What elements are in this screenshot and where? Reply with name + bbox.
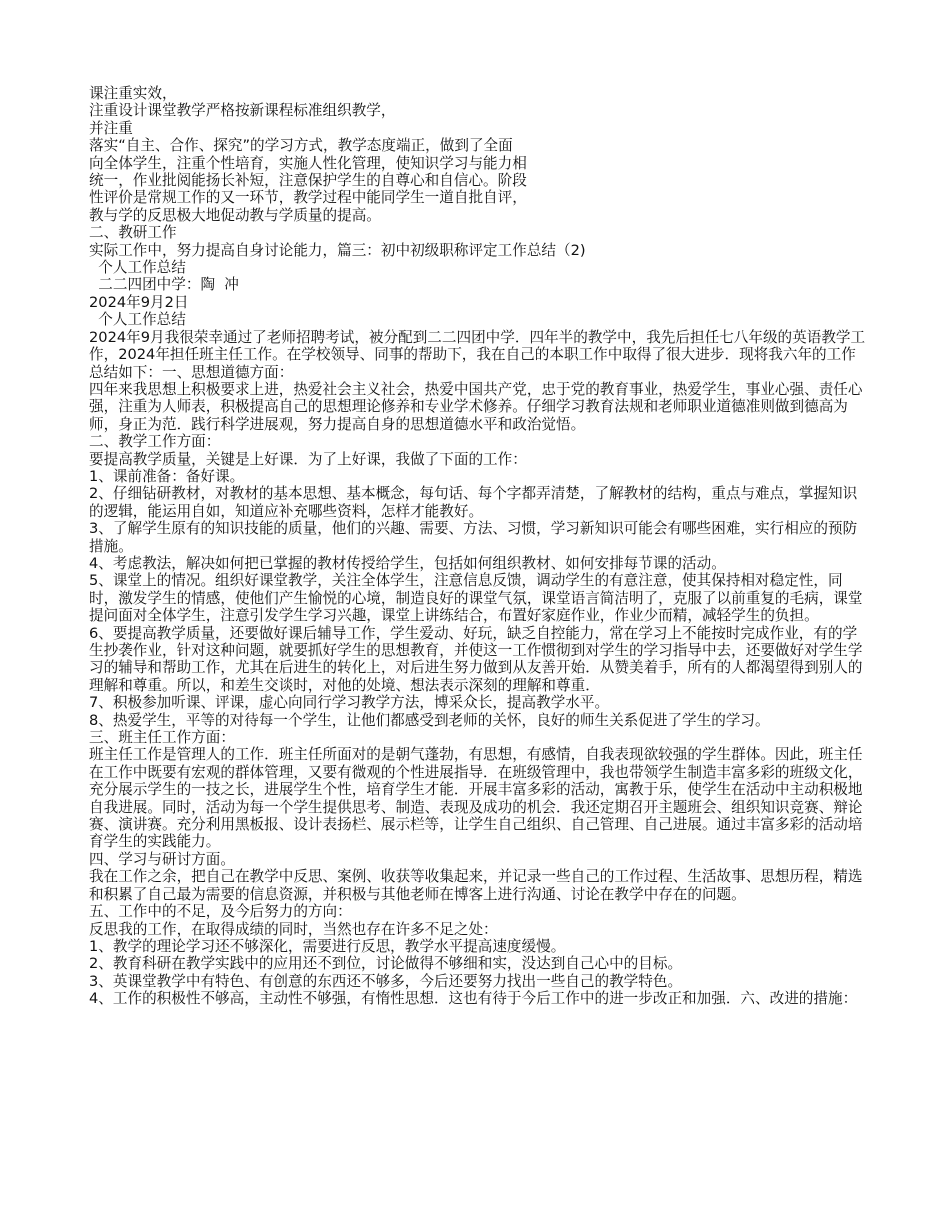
report-title: 个人工作总结	[89, 311, 186, 329]
report-title: 个人工作总结	[89, 259, 186, 277]
text-line: 注重设计课堂教学严格按新课程标准组织教学，	[89, 102, 396, 120]
paragraph: 反思我的工作，在取得成绩的同时，当然也存在许多不足之处：	[89, 920, 498, 938]
list-item: 2、教育科研在教学实践中的应用还不到位，讨论做得不够细和实，没达到自己心中的目标。	[89, 955, 683, 973]
text-line: 统一，作业批阅能扬长补短，注意保护学生的自尊心和自信心。阶段	[89, 172, 527, 190]
list-item: 3、英课堂教学中有特色、有创意的东西还不够多，今后还要努力找出一些自己的教学特色。	[89, 972, 683, 990]
list-item: 6、要提高教学质量，还要做好课后辅导工作，学生爱动、好玩，缺乏自控能力，常在学习上不能按时完成作业，有的学生抄袭作业，针对这种问题，就要抓好学生的思想教育，并使这一工作惯彻到对学生的学习指导中去，还要做好对学生学习的辅导和帮助工作，尤其在后进生的转化上，对后进生努力做到从友善开始．从赞美着手，所有的人都渴望得到别人的理解和尊重。所以，和差生交谈时，对他的处境、想法表示深刻的理解和尊重．	[89, 624, 863, 694]
paragraph: 四年来我思想上积极要求上进，热爱社会主义社会，热爱中国共产党，忠于党的教育事业，热爱学生，事业心强、责任心强，注重为人师表，积极提高自己的思想理论修养和专业学术修养。仔细学习教育法规和老师职业道德准则做到德高为师，身正为范．践行科学进展观，努力提高自身的思想道德水平和政治觉悟。	[89, 380, 863, 433]
text-line: 课注重实效，	[89, 85, 177, 102]
list-item: 2、仔细钻研教材，对教材的基本思想、基本概念，每句话、每个字都弄清楚，了解教材的结构，重点与难点，掌握知识的逻辑，能运用自如，知道应补充哪些资料，怎样才能教好。	[89, 485, 858, 520]
list-item: 3、了解学生原有的知识技能的质量，他们的兴趣、需要、方法、习惯，学习新知识可能会有哪些困难，实行相应的预防措施。	[89, 520, 858, 555]
list-item: 5、课堂上的情况。组织好课堂教学，关注全体学生，注意信息反馈，调动学生的有意注意，使其保持相对稳定性，同时，激发学生的情感，使他们产生愉悦的心境，制造良好的课堂气氛，课堂语言简洁明了，克服了以前重复的毛病，课堂提问面对全体学生，注意引发学生学习兴趣，课堂上讲练结合，布置好家庭作业，作业少而精，减轻学生的负担。	[89, 572, 863, 625]
list-item: 7、积极参加听课、评课，虚心向同行学习教学方法，博采众长，提高教学水平。	[89, 694, 610, 712]
text-line: 向全体学生，注重个性培育，实施人性化管理，使知识学习与能力相	[89, 154, 527, 172]
document-page	[89, 85, 869, 1008]
paragraph: 要提高教学质量，关键是上好课．为了上好课，我做了下面的工作：	[89, 450, 527, 468]
list-item: 8、热爱学生，平等的对待每一个学生，让他们都感受到老师的关怀，良好的师生关系促进了学生的学习。	[89, 711, 770, 729]
list-item: 4、工作的积极性不够高，主动性不够强，有惰性思想．这也有待于今后工作中的进一步改正和加强．六、改进的措施：	[89, 990, 858, 1008]
paragraph: 班主任工作是管理人的工作．班主任所面对的是朝气蓬勃，有思想，有感情，自我表现欲较强的学生群体。因此，班主任在工作中既要有宏观的群体管理，又要有微观的个性进展指导．在班级管理中，我也带领学生制造丰富多彩的班级文化，充分展示学生的一技之长，进展学生个性，培育学生才能．开展丰富多彩的活动，寓教于乐，使学生在活动中主动积极地自我进展。同时，活动为每一个学生提供思考、制造、表现及成功的机会．我还定期召开主题班会、组织知识竞赛、辩论赛、演讲赛。充分利用黑板报、设计表扬栏、展示栏等，让学生自己组织、自己管理、自己进展。通过丰富多彩的活动培育学生的实践能力。	[89, 746, 863, 851]
text-line: 并注重	[89, 119, 133, 137]
list-item: 1、教学的理论学习还不够深化，需要进行反思，教学水平提高速度缓慢。	[89, 937, 566, 955]
section-heading: 四、学习与研讨方面。	[89, 850, 235, 868]
text-line: 性评价是常规工作的又一环节，教学过程中能同学生一道自批自评，	[89, 189, 527, 207]
section-heading: 三、班主任工作方面：	[89, 729, 235, 747]
list-item: 4、考虑教法，解决如何把已掌握的教材传授给学生，包括如何组织教材、如何安排每节课的活动。	[89, 554, 726, 572]
text-line: 落实“自主、合作、探究”的学习方式，教学态度端正，做到了全面	[89, 137, 513, 155]
paragraph: 2024年9月我很荣幸通过了老师招聘考试，被分配到二二四团中学．四年半的教学中，我先后担任七八年级的英语教学工作，2024年担任班主任工作。在学校领导、同事的帮助下，我在自己的本职工作中取得了很大进步．现将我六年的工作总结如下：一、思想道德方面：	[89, 328, 866, 381]
paragraph: 我在工作之余，把自己在教学中反思、案例、收获等收集起来，并记录一些自己的工作过程、生活故事、思想历程，精选和积累了自己最为需要的信息资源，并积极与其他老师在博客上进行沟通、讨论在教学中存在的问题。	[89, 868, 863, 903]
date-line: 2024年9月2日	[89, 293, 189, 311]
author-line: 二二四团中学：陶 冲	[89, 276, 239, 294]
section-heading: 五、工作中的不足，及今后努力的方向：	[89, 903, 352, 921]
list-item: 1、课前准备：备好课。	[89, 467, 245, 485]
text-line: 教与学的反思极大地促动教与学质量的提高。	[89, 206, 381, 224]
section-heading: 二、教研工作	[89, 224, 177, 242]
section-heading: 二、教学工作方面：	[89, 433, 221, 451]
text-line: 实际工作中，努力提高自身讨论能力，篇三：初中初级职称评定工作总结（2)	[89, 241, 586, 259]
